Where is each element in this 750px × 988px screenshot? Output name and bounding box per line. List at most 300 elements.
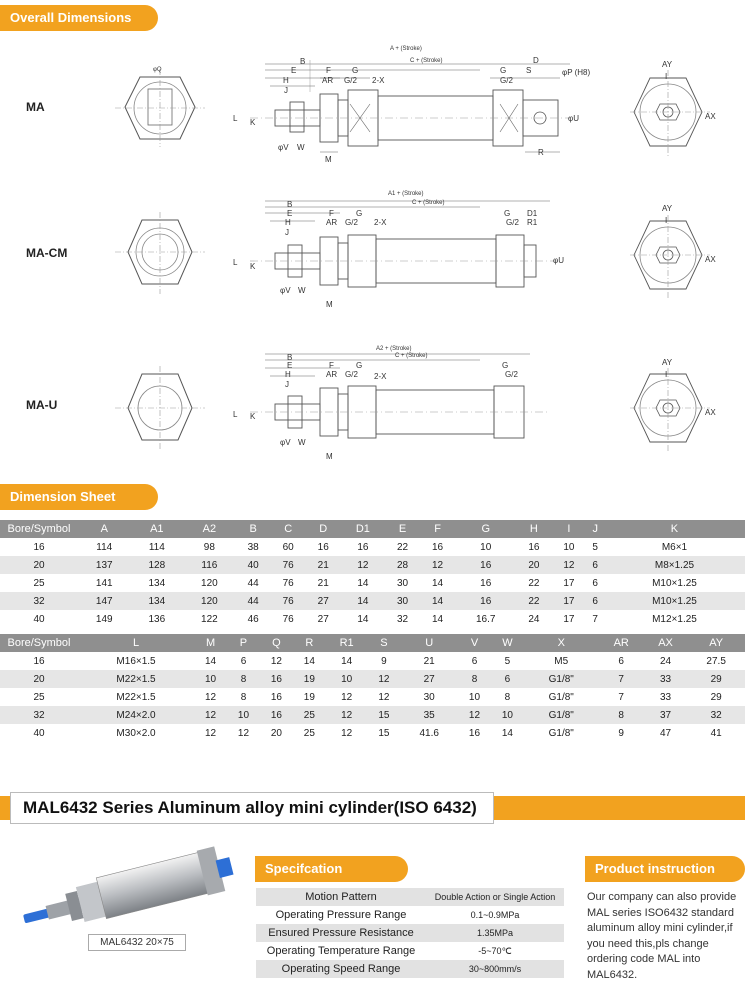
model-label-ma: MA: [26, 100, 45, 114]
header-cell: B: [236, 520, 271, 538]
table-cell: 6: [592, 577, 598, 589]
dim-j: J: [284, 86, 288, 95]
table-cell: 41.6: [419, 727, 439, 739]
table-cell: 7: [599, 670, 644, 688]
table-cell: 16: [260, 670, 293, 688]
table-cell: 10: [326, 670, 368, 688]
table-row: [0, 670, 745, 688]
table-cell: G1/8": [548, 727, 574, 739]
dim-u: φU: [568, 114, 579, 123]
table-cell: 10: [227, 706, 260, 724]
dim-l-u: L: [233, 410, 238, 419]
dimension-table-2: [0, 634, 745, 742]
table-cell: 24: [660, 655, 672, 667]
image-caption: MAL6432 20×75: [88, 934, 186, 951]
dim-b-cm: B: [287, 200, 293, 209]
dim-g2: G/2: [344, 76, 357, 85]
table-cell: 12: [458, 706, 491, 724]
dim-a1-stroke: A1 + (Stroke): [388, 191, 424, 197]
table-cell: 12: [341, 691, 353, 703]
table-cell: 12: [326, 706, 368, 724]
table-cell: 10: [563, 541, 575, 553]
spec-label: Operating Pressure Range: [275, 909, 407, 921]
dim-a2-stroke: A2 + (Stroke): [376, 346, 412, 352]
end-view-ma: [630, 70, 740, 160]
table-cell: 149: [95, 613, 113, 625]
table-cell: 27: [317, 613, 329, 625]
table-cell: 16: [432, 541, 444, 553]
end-view-ma-cm: [630, 215, 740, 305]
table-cell: 17: [563, 613, 575, 625]
table-cell: 76: [271, 592, 306, 610]
table-cell: 22: [528, 577, 540, 589]
table-cell: 6: [586, 592, 604, 610]
table-cell: 128: [131, 556, 184, 574]
table-cell: 14: [357, 577, 369, 589]
dim-j-cm: J: [285, 228, 289, 237]
dim-e: E: [291, 66, 297, 75]
table-cell: 98: [203, 541, 215, 553]
side-view-ma-u: [230, 350, 590, 465]
dim-g2-right-u: G/2: [505, 370, 518, 379]
table-cell: 16: [528, 541, 540, 553]
dim-v-cm: φV: [280, 286, 291, 295]
dim-i-cm: I: [665, 216, 668, 225]
table-cell: M22×1.5: [78, 670, 194, 688]
dim-c-stroke-u: C + (Stroke): [395, 353, 428, 359]
table-cell: 16: [260, 706, 293, 724]
table-cell: 134: [148, 577, 166, 589]
table-cell: 7: [592, 613, 598, 625]
table-cell: M16×1.5: [116, 655, 156, 667]
dim-ay-cm: AY: [662, 204, 673, 213]
table-cell: 32: [0, 592, 78, 610]
table-cell: 32: [0, 706, 78, 724]
spec-value: 1.35MPa: [426, 924, 564, 942]
table-cell: 10: [491, 706, 524, 724]
table-cell: 15: [378, 727, 390, 739]
table-cell: M10×1.25: [652, 577, 697, 589]
table-cell: 21: [317, 577, 329, 589]
table-cell: 41: [710, 727, 722, 739]
table-cell: 12: [420, 556, 455, 574]
dim-l-cm: L: [233, 258, 238, 267]
table-cell: 15: [367, 706, 400, 724]
header-cell: F: [420, 520, 455, 538]
table-cell: 12: [204, 691, 217, 703]
table-cell: 114: [148, 541, 165, 553]
table-cell: 46: [247, 613, 259, 625]
dim-b: B: [300, 57, 306, 66]
table-cell: 12: [270, 655, 282, 667]
table-cell: 19: [303, 691, 315, 703]
table-cell: M12×1.25: [652, 613, 697, 625]
dim-g2-right: G/2: [500, 76, 513, 85]
table-row: [0, 556, 745, 574]
dim-2x-u: 2-X: [374, 372, 387, 381]
table-cell: 25: [33, 691, 45, 703]
header-cell: K: [604, 520, 745, 538]
spec-row: [256, 960, 564, 978]
table-cell: 120: [201, 577, 218, 589]
spec-row: [256, 888, 564, 906]
table-cell: 16: [480, 577, 492, 589]
table-cell: 27: [306, 592, 341, 610]
spec-label: Operating Speed Range: [256, 960, 426, 978]
dim-i-ma: I: [665, 72, 668, 81]
dim-m-cm: M: [326, 300, 333, 309]
table-cell: 60: [282, 541, 294, 553]
dim-d: D: [533, 56, 539, 65]
front-view-ma: [110, 67, 220, 157]
dim-g-right: G: [500, 66, 507, 75]
header-cell: AR: [599, 634, 644, 652]
table-cell: 16: [455, 592, 516, 610]
table-cell: 10: [194, 670, 227, 688]
dim-i-u: I: [665, 370, 668, 379]
product-instruction-text: Our company can also provide MAL series ISO6432 standard aluminum alloy mini cylinder,if you need this,pls change ordering code MAL into MAL6432.: [587, 891, 737, 981]
dim-v: φV: [278, 143, 289, 152]
table-cell: 12: [204, 727, 217, 739]
table-cell: 14: [341, 592, 385, 610]
dim-ax-u: AX: [705, 408, 716, 417]
dim-g-u: G: [356, 361, 363, 370]
table-cell: 114: [96, 541, 113, 553]
dim-h: H: [283, 76, 289, 85]
table-cell: 44: [236, 592, 271, 610]
front-view-ma-u: [110, 366, 220, 456]
header-cell: E: [385, 520, 420, 538]
table-cell: 14: [420, 592, 455, 610]
dim-s: S: [526, 66, 532, 75]
header-cell: J: [586, 520, 604, 538]
table-cell: 12: [237, 727, 250, 739]
table-cell: 16.7: [475, 613, 496, 625]
header-cell: D1: [341, 520, 385, 538]
table-cell: 8: [504, 691, 511, 703]
table-cell: 12: [341, 556, 385, 574]
table-row: [0, 592, 745, 610]
table-cell: 14: [432, 577, 444, 589]
dim-r1-cm: R1: [527, 218, 538, 227]
table-cell: 20: [516, 556, 551, 574]
header-cell: H: [516, 520, 551, 538]
table-cell: 6: [240, 655, 247, 667]
table-cell: 8: [227, 670, 260, 688]
spec-row: [256, 906, 564, 924]
table-cell: 40: [33, 727, 45, 739]
dim-p: φP (H8): [562, 68, 591, 77]
table-cell: 29: [687, 670, 745, 688]
table-cell: G1/8": [524, 670, 599, 688]
table-cell: 16: [317, 541, 329, 553]
model-label-ma-cm: MA-CM: [26, 246, 68, 260]
dim-d1-cm: D1: [527, 209, 538, 218]
model-label-ma-u: MA-U: [26, 398, 58, 412]
table-cell: G1/8": [524, 706, 599, 724]
dim-m-u: M: [326, 452, 333, 461]
table-cell: 25: [33, 577, 45, 589]
table-cell: 5: [592, 541, 598, 553]
specification-table: [256, 888, 564, 978]
header-cell: Bore/Symbol: [0, 520, 78, 538]
dim-c-stroke: C + (Stroke): [410, 58, 443, 64]
header-cell: R1: [326, 634, 368, 652]
header-cell: V: [458, 634, 491, 652]
dim-g: G: [352, 66, 359, 75]
table-cell: 27.5: [706, 655, 726, 667]
dim-w-cm: W: [298, 286, 306, 295]
header-cell: P: [227, 634, 260, 652]
dim-f-u: F: [329, 361, 334, 370]
table-cell: M8×1.25: [604, 556, 745, 574]
table-cell: 20: [0, 556, 78, 574]
product-instruction-tab: Product instruction: [585, 856, 745, 882]
header-cell: A1: [131, 520, 184, 538]
table-cell: M10×1.25: [604, 592, 745, 610]
table-cell: 16: [33, 655, 45, 667]
table-cell: 14: [341, 655, 353, 667]
dim-g-right-cm: G: [504, 209, 511, 218]
table-cell: 8: [458, 670, 491, 688]
table-cell: 21: [423, 655, 435, 667]
table-cell: 16: [357, 541, 369, 553]
header-cell: G: [455, 520, 516, 538]
header-cell: C: [271, 520, 306, 538]
dim-g2-u: G/2: [345, 370, 358, 379]
dim-h-cm: H: [285, 218, 291, 227]
table-cell: 76: [282, 577, 294, 589]
table-cell: 38: [247, 541, 259, 553]
dim-ar-u: AR: [326, 370, 338, 379]
table-cell: 29: [710, 691, 722, 703]
table-cell: 141: [95, 577, 113, 589]
dim-v-u: φV: [280, 438, 291, 447]
header-cell: W: [491, 634, 524, 652]
dim-l: L: [233, 114, 238, 123]
table-cell: 16: [455, 556, 516, 574]
table-cell: 25: [303, 727, 315, 739]
header-cell: R: [293, 634, 326, 652]
table-cell: 136: [148, 613, 166, 625]
table-cell: 33: [660, 691, 672, 703]
front-view-ma-cm: [110, 212, 220, 302]
spec-row: [256, 942, 564, 960]
table-cell: 120: [183, 592, 236, 610]
header-cell: AY: [687, 634, 745, 652]
dim-e-cm: E: [287, 209, 293, 218]
table-cell: 30: [423, 691, 435, 703]
dimension-sheet-tab: Dimension Sheet: [0, 484, 158, 510]
table-cell: M24×2.0: [78, 706, 194, 724]
table-cell: M22×1.5: [116, 691, 156, 703]
header-cell: A2: [183, 520, 236, 538]
table-cell: 32: [396, 613, 409, 625]
spec-value: 0.1~0.9MPa: [470, 910, 520, 920]
table-cell: 16: [270, 691, 282, 703]
table-cell: 40: [33, 613, 45, 625]
table-cell: 6: [618, 655, 624, 667]
dim-k-u: K: [250, 412, 256, 421]
table-cell: 21: [306, 556, 341, 574]
table-cell: G1/8": [548, 691, 574, 703]
table-cell: 33: [644, 670, 687, 688]
table-cell: 32: [687, 706, 745, 724]
end-view-ma-u: [630, 368, 740, 458]
table-cell: 8: [599, 706, 644, 724]
table-cell: 76: [271, 556, 306, 574]
table-cell: 47: [660, 727, 672, 739]
dim-f-cm: F: [329, 209, 334, 218]
dim-ar: AR: [322, 76, 334, 85]
table-cell: 14: [501, 727, 513, 739]
table-cell: 20: [270, 727, 282, 739]
spec-label: Operating Temperature Range: [266, 945, 416, 957]
table-row: [0, 574, 745, 592]
spec-label: Motion Pattern: [256, 888, 426, 906]
header-cell: M: [194, 634, 227, 652]
dim-c-stroke-cm: C + (Stroke): [412, 200, 445, 206]
table-row: [0, 688, 745, 706]
table-cell: 27: [400, 670, 458, 688]
table-cell: 37: [644, 706, 687, 724]
header-cell: S: [367, 634, 400, 652]
header-cell: D: [306, 520, 341, 538]
spec-label: Ensured Pressure Resistance: [256, 924, 426, 942]
spec-value: Double Action or Single Action: [426, 888, 564, 906]
table-cell: 10: [480, 541, 492, 553]
table-cell: 12: [367, 670, 400, 688]
table-cell: 28: [385, 556, 420, 574]
table-cell: 9: [381, 655, 387, 667]
table-cell: 14: [303, 655, 315, 667]
table-cell: 12: [194, 706, 227, 724]
table-cell: 14: [432, 613, 444, 625]
dim-w-u: W: [298, 438, 306, 447]
table-cell: 24: [528, 613, 540, 625]
table-cell: 5: [504, 655, 511, 667]
cylinder-product-image: [6, 832, 236, 932]
table-cell: 30: [396, 577, 409, 589]
table-cell: 76: [282, 613, 294, 625]
rod-end-tip: [23, 908, 50, 923]
dim-k: K: [250, 118, 256, 127]
dim-g-cm: G: [356, 209, 363, 218]
table-cell: 19: [293, 670, 326, 688]
table-cell: 20: [0, 670, 78, 688]
table-cell: 9: [618, 727, 624, 739]
product-title: MAL6432 Series Aluminum alloy mini cylinder(ISO 6432): [10, 792, 494, 824]
dim-2x-cm: 2-X: [374, 218, 387, 227]
dim-w: W: [297, 143, 305, 152]
table-row: [0, 706, 745, 724]
table-cell: 44: [247, 577, 259, 589]
table-cell: 7: [618, 691, 624, 703]
header-cell: L: [78, 634, 194, 652]
dim-a-stroke: A + (Stroke): [390, 46, 422, 52]
specification-tab: Specifcation: [255, 856, 408, 882]
dim-g2-cm: G/2: [345, 218, 358, 227]
spec-row: [256, 924, 564, 942]
dim-j-u: J: [285, 380, 289, 389]
dim-e-u: E: [287, 361, 293, 370]
header-cell: A: [78, 520, 131, 538]
table-cell: M6×1: [661, 541, 688, 553]
dim-ay-u: AY: [662, 358, 673, 367]
dim-ay-ma: AY: [662, 60, 673, 69]
table-cell: 12: [551, 556, 586, 574]
dim-ax-cm: AX: [705, 255, 716, 264]
dim-2x: 2-X: [372, 76, 385, 85]
dim-ar-cm: AR: [326, 218, 338, 227]
table-cell: 30: [385, 592, 420, 610]
table-cell: 137: [78, 556, 131, 574]
table-cell: 10: [468, 691, 481, 703]
dim-m: M: [325, 155, 332, 164]
header-cell: X: [524, 634, 599, 652]
table-header: [0, 634, 745, 652]
dim-g-right-u: G: [502, 361, 509, 370]
table-cell: 14: [357, 613, 369, 625]
table-cell: 147: [78, 592, 131, 610]
table-cell: 6: [471, 655, 478, 667]
header-cell: Q: [260, 634, 293, 652]
table-cell: 17: [563, 577, 575, 589]
table-row: [0, 652, 745, 670]
header-cell: U: [400, 634, 458, 652]
table-cell: M5: [554, 655, 569, 667]
dim-ax-ma: AX: [705, 112, 716, 121]
table-cell: 134: [131, 592, 184, 610]
spec-value: 30~800mm/s: [426, 960, 564, 978]
spec-value: -5~70℃: [478, 945, 512, 956]
table-cell: 8: [240, 691, 247, 703]
table-cell: 14: [204, 655, 217, 667]
dim-r: R: [538, 148, 544, 157]
table-cell: 12: [341, 727, 353, 739]
dim-g2-right-cm: G/2: [506, 218, 519, 227]
table-cell: 12: [378, 691, 390, 703]
table-cell: 22: [396, 541, 409, 553]
table-cell: 25: [293, 706, 326, 724]
table-cell: 116: [183, 556, 236, 574]
header-cell: Bore/Symbol: [0, 634, 78, 652]
table-header: [0, 520, 745, 538]
dim-u-cm: φU: [553, 256, 564, 265]
table-cell: 40: [236, 556, 271, 574]
table-cell: 35: [400, 706, 458, 724]
header-cell: AX: [644, 634, 687, 652]
dim-k-cm: K: [250, 262, 256, 271]
table-cell: 16: [468, 727, 481, 739]
table-cell: 122: [201, 613, 218, 625]
table-cell: 16: [33, 541, 45, 553]
table-cell: M30×2.0: [116, 727, 156, 739]
dim-h-u: H: [285, 370, 291, 379]
table-row: [0, 610, 745, 628]
dim-f: F: [326, 66, 331, 75]
table-row: [0, 724, 745, 742]
dimension-table-1: [0, 520, 745, 628]
table-cell: 22: [516, 592, 551, 610]
table-cell: 6: [491, 670, 524, 688]
overall-dimensions-tab: Overall Dimensions: [0, 5, 158, 31]
header-cell: I: [551, 520, 586, 538]
table-cell: 17: [551, 592, 586, 610]
dim-b-u: B: [287, 353, 293, 362]
dim-q: φQ: [153, 67, 162, 73]
table-cell: 6: [586, 556, 604, 574]
